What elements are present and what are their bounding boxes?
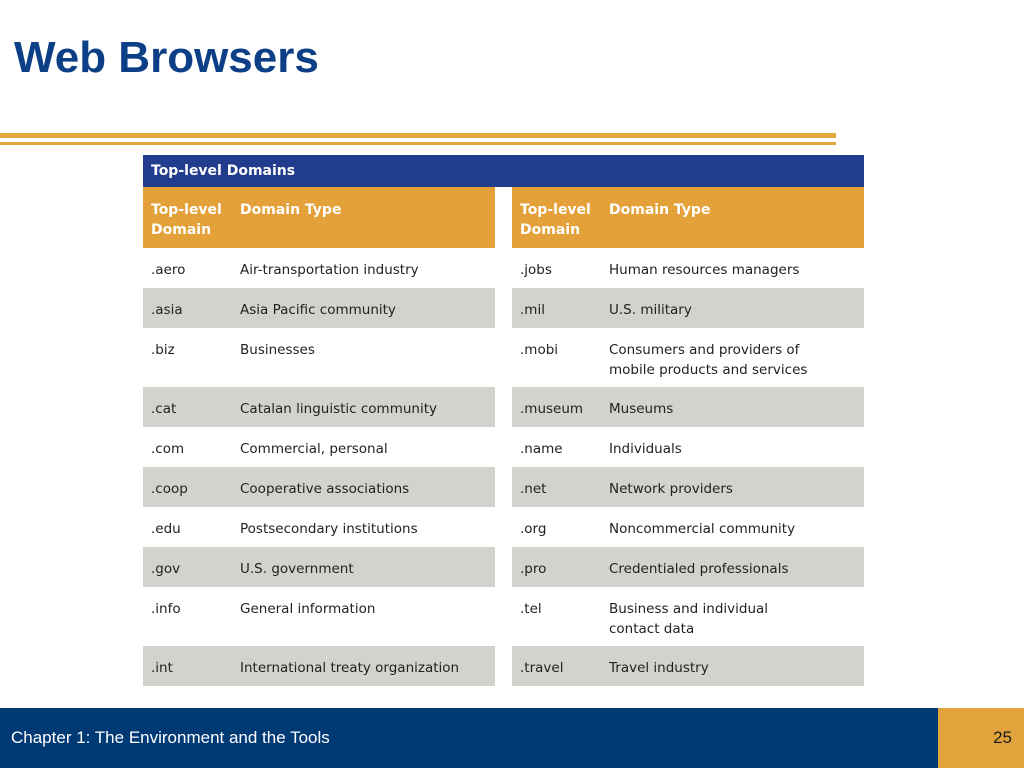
domains-table xyxy=(143,155,864,686)
domain-cell: .org xyxy=(520,521,547,537)
table-right-column xyxy=(512,187,864,686)
domain-cell: .int xyxy=(151,660,173,676)
type-cell: Individuals xyxy=(609,441,682,457)
type-cell: Businesses xyxy=(240,342,315,358)
type-cell: Business and individual contact data xyxy=(609,601,769,637)
table-row xyxy=(512,288,864,328)
slide-title: Web Browsers xyxy=(14,33,319,82)
table-row xyxy=(143,587,495,646)
type-cell: U.S. military xyxy=(609,302,692,318)
header-domain-type: Domain Type xyxy=(240,202,342,218)
table-row xyxy=(143,507,495,547)
type-cell: Museums xyxy=(609,401,674,417)
type-cell: Postsecondary institutions xyxy=(240,521,418,537)
type-cell: Noncommercial community xyxy=(609,521,796,537)
type-cell: Travel industry xyxy=(609,660,709,676)
table-header xyxy=(512,187,864,248)
domain-cell: .gov xyxy=(151,561,181,577)
domain-cell: .coop xyxy=(151,481,188,497)
domain-cell: .mil xyxy=(520,302,545,318)
table-left-column xyxy=(143,187,495,686)
type-cell: Catalan linguistic community xyxy=(240,401,437,417)
type-cell: Network providers xyxy=(609,481,733,497)
domain-cell: .edu xyxy=(151,521,181,537)
domain-cell: .asia xyxy=(151,302,183,318)
accent-rule-bottom xyxy=(0,142,836,145)
table-row xyxy=(512,467,864,507)
accent-rule-top xyxy=(0,133,836,138)
table-row xyxy=(143,427,495,467)
footer-bar xyxy=(0,708,938,768)
table-header xyxy=(143,187,495,248)
table-row xyxy=(512,387,864,427)
domain-cell: .biz xyxy=(151,342,175,358)
table-row xyxy=(512,547,864,587)
type-cell: Credentialed professionals xyxy=(609,561,789,577)
type-cell: U.S. government xyxy=(240,561,354,577)
domain-cell: .mobi xyxy=(520,342,559,358)
page-number: 25 xyxy=(993,728,1012,747)
type-cell: International treaty organization xyxy=(240,660,460,676)
type-cell: Human resources managers xyxy=(609,262,800,278)
table-row xyxy=(143,387,495,427)
domain-cell: .aero xyxy=(151,262,186,278)
table-row xyxy=(512,248,864,288)
table-title: Top-level Domains xyxy=(143,155,864,187)
type-cell: General information xyxy=(240,601,376,617)
page-number-box xyxy=(938,708,1024,768)
domain-cell: .net xyxy=(520,481,547,497)
type-cell: Commercial, personal xyxy=(240,441,388,457)
table-row xyxy=(143,646,495,686)
header-tld: Top-level Domain xyxy=(151,202,222,238)
type-cell: Consumers and providers of mobile products and services xyxy=(609,342,808,378)
header-domain-type: Domain Type xyxy=(609,202,711,218)
domain-cell: .travel xyxy=(520,660,564,676)
table-row xyxy=(143,547,495,587)
footer-text: Chapter 1: The Environment and the Tools xyxy=(11,728,330,747)
table-row xyxy=(512,646,864,686)
table-row xyxy=(143,248,495,288)
type-cell: Cooperative associations xyxy=(240,481,410,497)
type-cell: Air-transportation industry xyxy=(240,262,419,278)
domain-cell: .tel xyxy=(520,601,542,617)
table-row xyxy=(512,587,864,646)
domain-cell: .jobs xyxy=(520,262,552,278)
type-cell: Asia Pacific community xyxy=(240,302,396,318)
header-tld: Top-level Domain xyxy=(520,202,591,238)
domain-cell: .com xyxy=(151,441,185,457)
table-row xyxy=(512,507,864,547)
domain-cell: .info xyxy=(151,601,181,617)
domain-cell: .name xyxy=(520,441,563,457)
table-row xyxy=(143,328,495,387)
table-row xyxy=(512,427,864,467)
domain-cell: .cat xyxy=(151,401,177,417)
domain-cell: .museum xyxy=(520,401,584,417)
table-row xyxy=(143,288,495,328)
table-row xyxy=(512,328,864,387)
domain-cell: .pro xyxy=(520,561,547,577)
table-row xyxy=(143,467,495,507)
